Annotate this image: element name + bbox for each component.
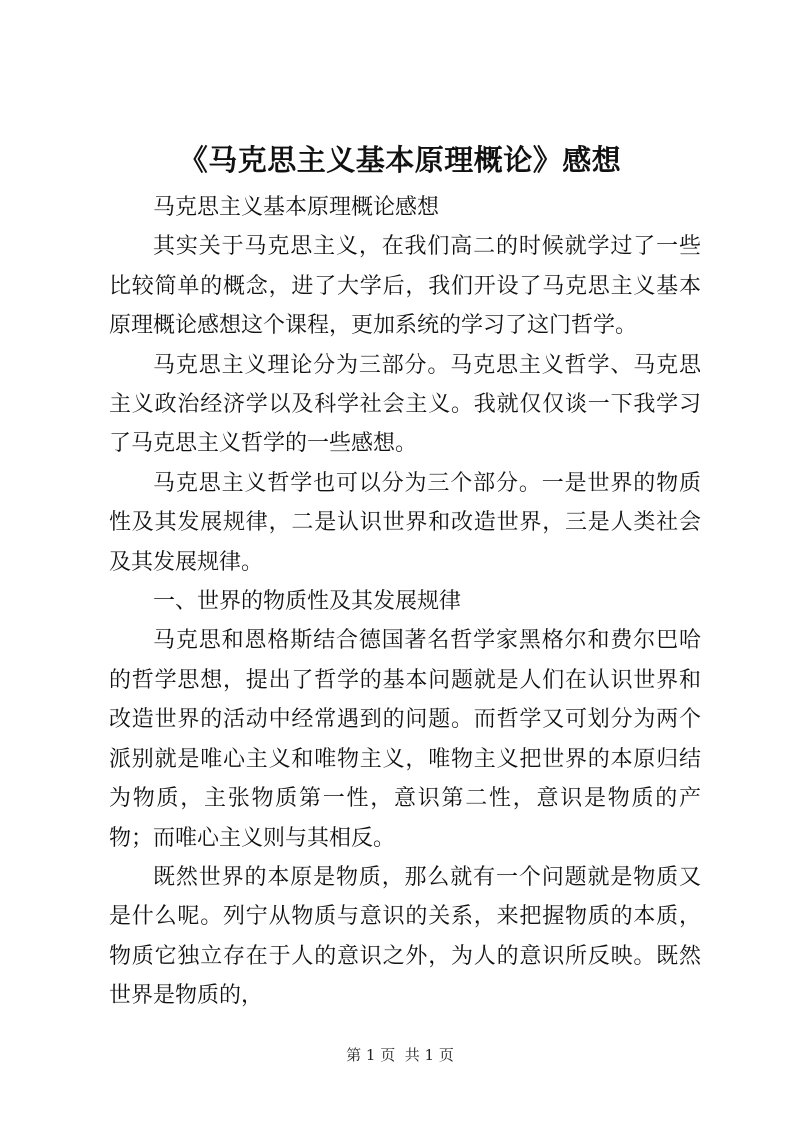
document-title: 《马克思主义基本原理概论》感想 (178, 143, 622, 177)
document-body (109, 188, 701, 1016)
paragraph: 马克思主义哲学也可以分为三个部分。一是世界的物质性及其发展规律，二是认识世界和改造世界，三是人类社会及其发展规律。 (109, 470, 701, 575)
page-footer: 第 1 页 共 1 页 (346, 1046, 454, 1064)
paragraph-subtitle: 马克思主义基本原理概论感想 (153, 195, 440, 220)
paragraph: 其实关于马克思主义，在我们高二的时候就学过了一些比较简单的概念，进了大学后，我们开设了马克思主义基本原理概论感想这个课程，更加系统的学习了这门哲学。 (109, 234, 701, 339)
section-heading: 一、世界的物质性及其发展规律 (153, 589, 462, 615)
paragraph: 既然世界的本原是物质，那么就有一个问题就是物质又是什么呢。列宁从物质与意识的关系，来把握物质的本质，物质它独立存在于人的意识之外，为人的意识所反映。既然世界是物质的， (109, 864, 701, 1009)
paragraph: 马克思主义理论分为三部分。马克思主义哲学、马克思主义政治经济学以及科学社会主义。我就仅仅谈一下我学习了马克思主义哲学的一些感想。 (109, 352, 701, 457)
paragraph: 马克思和恩格斯结合德国著名哲学家黑格尔和费尔巴哈的哲学思想，提出了哲学的基本问题就是人们在认识世界和改造世界的活动中经常遇到的问题。而哲学又可划分为两个派别就是唯心主义和唯物主义，唯物主义把世界的本原归结为物质，主张物质第一性，意识第二性，意识是物质的产物；而唯心主义则与其相反。 (109, 628, 701, 851)
